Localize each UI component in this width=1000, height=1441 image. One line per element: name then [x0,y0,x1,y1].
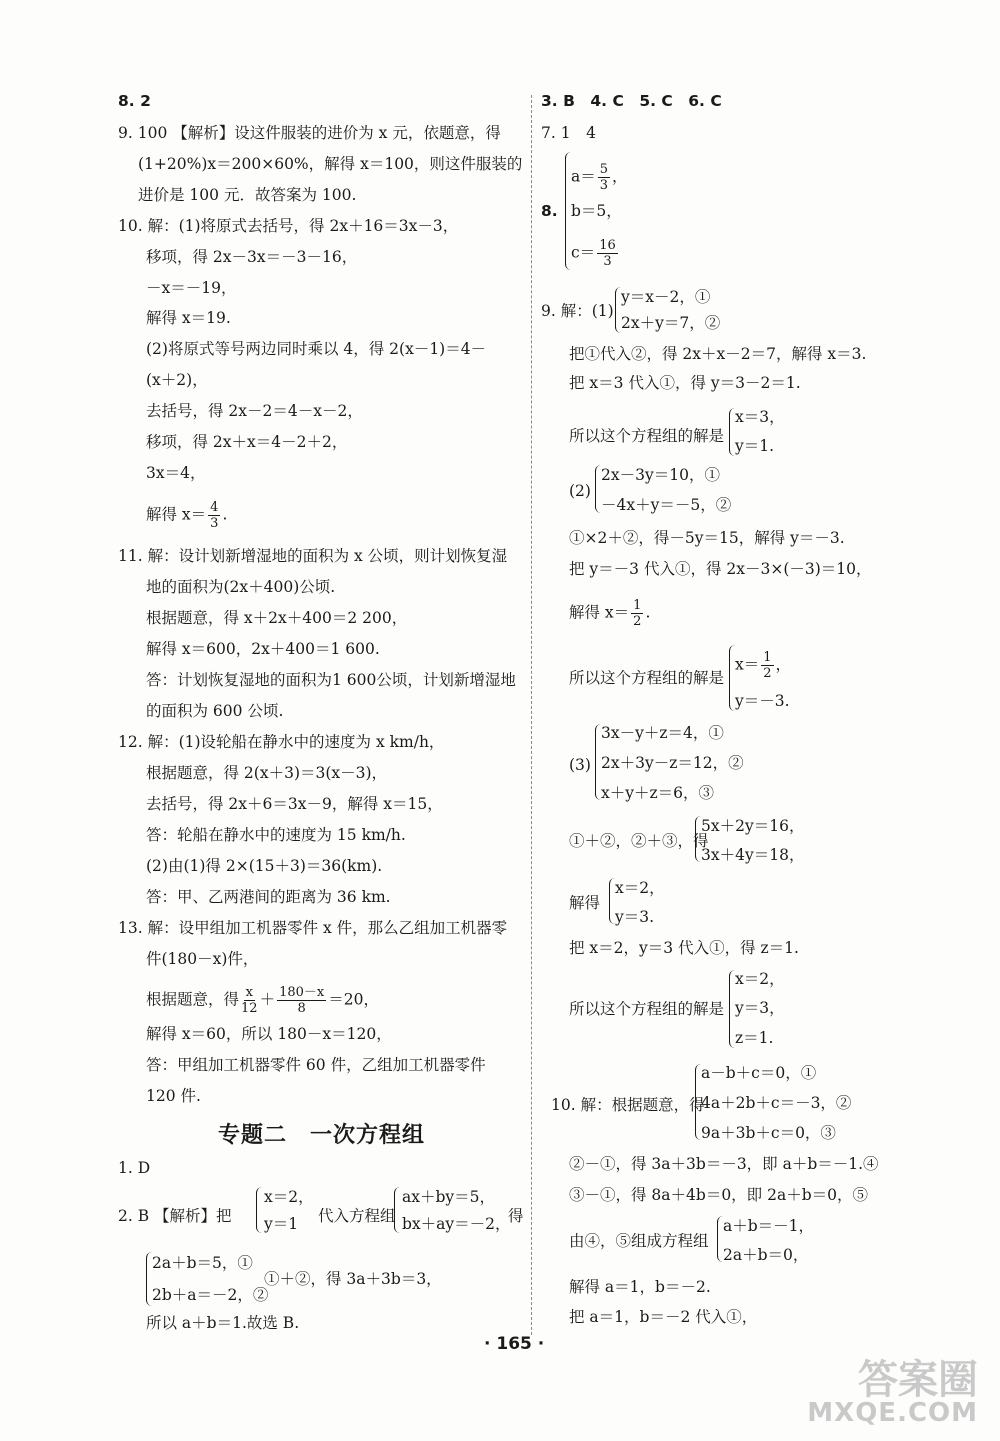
system-line: b＝5， [571,202,622,220]
answer-9-prefix: 解得 x＝ [569,603,630,622]
fraction [761,650,773,681]
answer-10-line2: 移项，得 2x－3x＝－3－16， [146,248,358,266]
system-line-prefix: c＝ [571,243,596,262]
fraction-numerator: 1 [633,598,642,613]
fraction [208,500,220,531]
part-label: (3) [569,756,591,774]
answer-12-line3: 去括号，得 2x＋6＝3x－9，解得 x＝15， [146,795,443,813]
solution-label: 所以这个方程组的解是 [569,669,725,687]
section2-answer-2-text: 2. B 【解析】把 [118,1207,232,1225]
answer-13-line2: 件(180－x)件， [146,950,259,968]
fraction-numerator: 1 [763,650,772,665]
answer-9-line: ①＋②，②＋③，得 [569,832,709,850]
fraction [598,162,610,193]
fraction-numerator: 5 [599,162,609,177]
system-line: x＋y＋z＝6，③ [601,784,715,802]
fraction-denominator: 2 [633,614,642,629]
answer-8: 8. 2 [118,92,151,110]
watermark-logo: 答案圈 [858,1357,978,1403]
answer-10-line3: －x＝－19， [146,279,237,297]
answer-13-line3: 根据题意，得 $\frac{x}{12}$ ＋ $\frac{180-x}{8}$ ＝20， [146,985,379,1016]
answer-9-line: 解得 [569,894,601,912]
system-line: 2a＋b＝0， [723,1246,809,1264]
answer-12-line4: 答：轮船在静水中的速度为 15 km/h. [146,826,406,844]
system-line: －4x＋y＝－5，② [601,496,732,514]
system-line: y＝3， [735,999,785,1017]
fraction-denominator: 2 [763,666,772,681]
system-line [571,238,620,269]
answer-13-line5: 答：甲组加工机器零件 60 件，乙组加工机器零件 [146,1056,486,1074]
fraction-numerator: x [245,985,253,1000]
system-line: 4a＋2b＋c＝－3，② [701,1094,852,1112]
answer-9-line: 解得 x＝ $\frac{1}{2}$ . [569,598,651,629]
section2-answer-2-text: 代入方程组 [318,1207,396,1225]
system-line: 2a＋b＝5，① [152,1254,253,1272]
answer-11-line2: 地的面积为(2x＋400)公顷. [146,578,336,596]
answer-12-line5: (2)由(1)得 2×(15＋3)＝36(km). [146,857,383,875]
answer-9-line1: 9. 100 【解析】设这件服装的进价为 x 元，依题意，得 [118,124,501,142]
answer-10-line10: 解得 x＝ $\frac{4}{3}$ . [146,500,228,531]
system-line: x＝2， [264,1188,314,1206]
system-line: x＝3， [735,408,785,426]
answer-9-line: 把①代入②，得 2x＋x－2＝7，解得 x＝3. [569,345,867,363]
system-line: 3x＋4y＝18， [701,846,805,864]
fraction [241,985,258,1016]
answer-9-line2: (1+20%)x＝200×60%，解得 x＝100，则这件服装的 [138,155,523,173]
answer-11-line4: 解得 x＝600，2x＋400＝1 600. [146,640,380,658]
answer-10-line8: 移项，得 2x＋x＝4－2＋2， [146,433,348,451]
answer-12-line1: 12. 解：(1)设轮船在静水中的速度为 x km/h， [118,733,445,751]
system-line-prefix: x＝ [735,655,760,674]
answer-9-line: 把 y＝－3 代入①，得 2x－3×(－3)＝10， [569,560,872,578]
answer-13-tail: ＝20， [328,990,379,1009]
answer-10-line9: 3x＝4， [146,464,206,482]
answer-13-line1: 13. 解：设甲组加工机器零件 x 件，那么乙组加工机器零 [118,919,508,937]
watermark-url: MXQE.COM [807,1398,978,1428]
system-line-prefix: a＝ [571,167,596,186]
answer-11-line6: 的面积为 600 公顷. [146,702,284,720]
answer-9-line: 把 x＝3 代入①，得 y＝3－2＝1. [569,374,801,392]
system-line: x＝2， [615,879,665,897]
fraction-denominator: 3 [603,254,612,269]
answer-10-head: 10. 解：根据题意，得 [551,1096,705,1114]
system-line: y＝1. [735,437,775,455]
section-heading: 专题二 一次方程组 [218,1123,426,1148]
column-divider [531,95,532,1335]
answer-7: 7. 1 4 [541,124,596,142]
fraction-numerator: 180－x [279,985,325,1000]
answer-10-line4: 解得 x＝19. [146,309,231,327]
system-line: 9a＋3b＋c＝0，③ [701,1124,836,1142]
answer-11-line3: 根据题意，得 x＋2x＋400＝2 200， [146,609,408,627]
system-line: 2x＋3y－z＝12，② [601,754,744,772]
solution-label: 所以这个方程组的解是 [569,1000,725,1018]
system-line: x＝2， [735,970,785,988]
solution-label: 所以这个方程组的解是 [569,427,725,445]
system-line: 2x＋y＝7，② [621,314,721,332]
system-line: a＝ $\frac{5}{3}$ ， [571,162,628,193]
brace [256,1187,262,1233]
answer-10-prefix: 解得 x＝ [146,505,207,524]
answer-13-line6: 120 件. [146,1087,201,1105]
system-line: 2x－3y＝10，① [601,466,720,484]
system-line: 3x－y＋z＝4，① [601,724,724,742]
answer-9-head: 9. 解：(1) [541,302,614,320]
answer-9-line: ①×2＋②，得－5y＝15，解得 y＝－3. [569,529,845,547]
section2-answer-2-text: ①＋②，得 3a＋3b＝3， [264,1270,442,1288]
section2-answer-1: 1. D [118,1159,151,1177]
system-line: z＝1. [735,1029,774,1047]
answer-11-line5: 答：计划恢复湿地的面积为1 600公顷，计划新增湿地 [146,671,516,689]
answer-12-line6: 答：甲、乙两港间的距离为 36 km. [146,888,391,906]
answer-10-line1: 10. 解：(1)将原式去括号，得 2x＋16＝3x－3， [118,217,459,235]
answer-9-line: 把 x＝2，y＝3 代入①，得 z＝1. [569,939,799,957]
answer-10-line6: (x＋2)， [146,371,208,389]
answer-11-line1: 11. 解：设计划新增湿地的面积为 x 公顷，则计划恢复湿 [118,547,508,565]
fraction [631,598,643,629]
fraction-numerator: 16 [599,238,616,253]
system-line: a＋b＝－1， [723,1217,815,1235]
answer-13-line4: 解得 x＝60，所以 180－x＝120， [146,1025,392,1043]
system-line: 5x＋2y＝16， [701,817,805,835]
fraction-denominator: 3 [210,516,219,531]
answer-12-line2: 根据题意，得 2(x＋3)＝3(x－3)， [146,764,388,782]
system-line: y＝－3. [735,692,790,710]
section2-answer-2-text: 所以 a＋b＝1.故选 B. [146,1314,300,1332]
system-line: a－b＋c＝0，① [701,1064,817,1082]
answer-10-line: ②－①，得 3a＋3b＝－3，即 a＋b＝－1.④ [569,1155,879,1173]
answer-8-label: 8. [541,202,558,220]
system-line: y＝x－2，① [621,288,711,306]
answer-10-line: ③－①，得 8a＋4b＝0，即 2a＋b＝0，⑤ [569,1186,868,1204]
fraction-denominator: 8 [297,1001,306,1016]
fraction [597,238,618,269]
system-line: y＝3. [615,908,655,926]
answer-9-line3: 进价是 100 元．故答案为 100. [138,186,357,204]
answer-10-line: 把 a＝1，b＝－2 代入①， [569,1308,758,1326]
answer-10-line: 由④，⑤组成方程组 [569,1232,709,1250]
part-label: (2) [569,482,591,500]
answer-13-prefix: 根据题意，得 [146,990,240,1009]
system-line: bx＋ay＝－2， [402,1215,511,1233]
brace [394,1187,400,1233]
answer-10-line7: 去括号，得 2x－2＝4－x－2， [146,402,363,420]
answer-10-line5: (2)将原式等号两边同时乘以 4，得 2(x－1)＝4－ [146,340,487,358]
system-line: ax＋by＝5， [402,1188,496,1206]
page-number: · 165 · [484,1334,545,1354]
system-line: 2b＋a＝－2，② [152,1286,269,1304]
fraction-denominator: 12 [241,1001,258,1016]
fraction-denominator: 3 [599,178,609,193]
answers-3-6: 3. B 4. C 5. C 6. C [541,92,722,110]
section2-answer-2-text: 得 [508,1207,524,1225]
fraction [277,985,326,1016]
fraction-numerator: 4 [210,500,219,515]
answer-10-line: 解得 a＝1，b＝－2. [569,1278,711,1296]
system-line: x＝ $\frac{1}{2}$ ， [735,650,792,681]
system-line: y＝1 [264,1215,299,1233]
